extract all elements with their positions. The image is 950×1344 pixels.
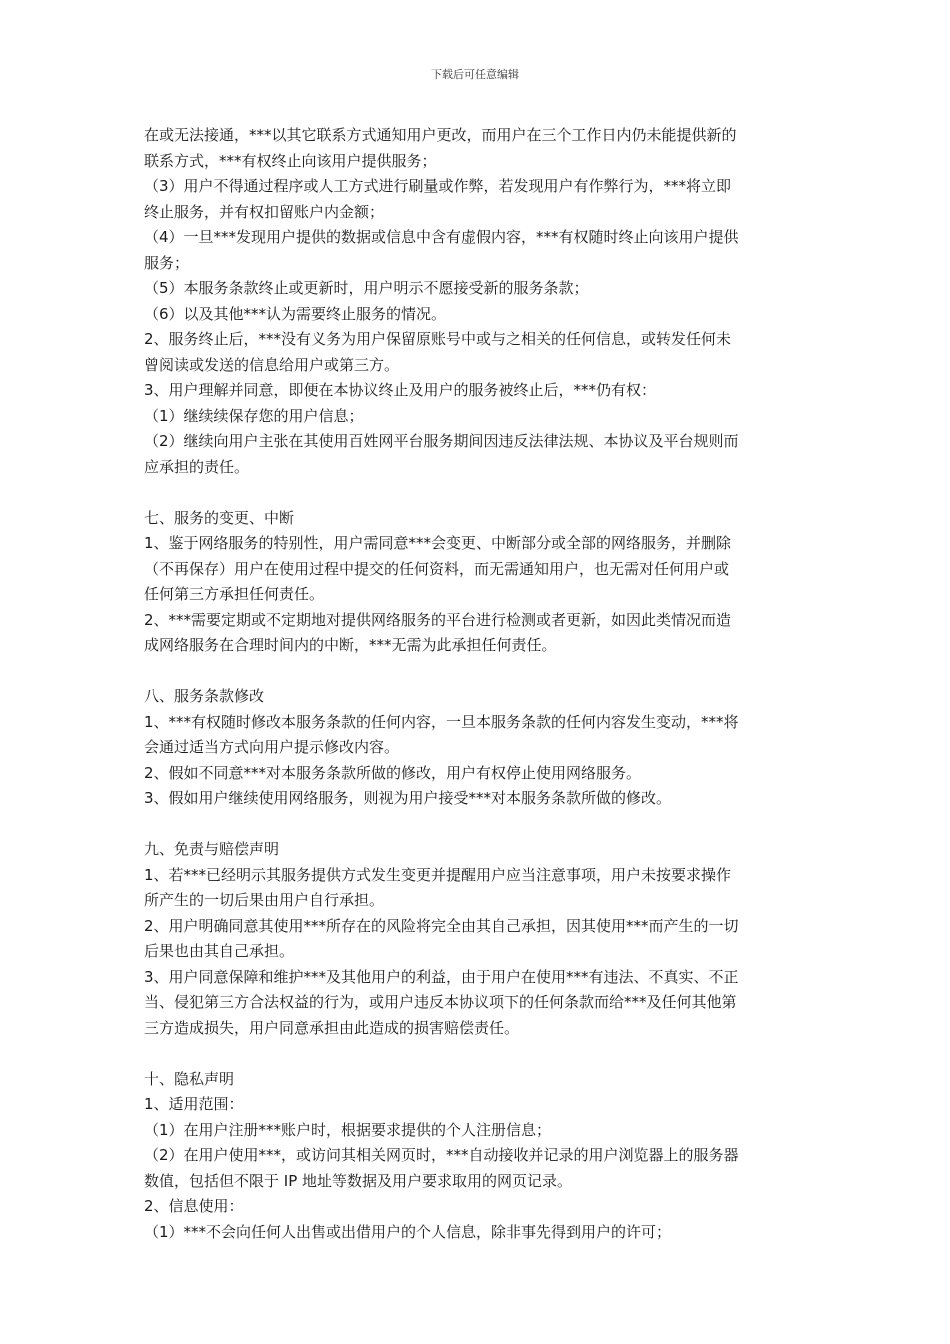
text-line: 数值，包括但不限于 IP 地址等数据及用户要求取用的网页记录。 xyxy=(144,1171,573,1190)
text-line: （2）在用户使用***，或访问其相关网页时，***自动接收并记录的用户浏览器上的服务器 xyxy=(144,1146,739,1164)
text-line: （6）以及其他***认为需要终止服务的情况。 xyxy=(144,304,447,323)
text-line: 会通过适当方式向用户提示修改内容。 xyxy=(144,738,400,756)
text-line: （4）一旦***发现用户提供的数据或信息中含有虚假内容，***有权随时终止向该用户提供 xyxy=(144,228,739,246)
text-line: 三方造成损失，用户同意承担由此造成的损害赔偿责任。 xyxy=(144,1018,520,1037)
text-line: 2、信息使用： xyxy=(144,1197,244,1215)
text-line: 联系方式，***有权终止向该用户提供服务； xyxy=(144,151,437,170)
text-line: 当、侵犯第三方合法权益的行为，或用户违反本协议项下的任何条款而给***及任何其他第 xyxy=(144,993,737,1011)
text-line: 1、适用范围： xyxy=(144,1095,244,1113)
text-line: 2、假如不同意***对本服务条款所做的修改，用户有权停止使用网络服务。 xyxy=(144,763,642,782)
blank-line xyxy=(144,1041,808,1067)
text-line: 七、服务的变更、中断 xyxy=(144,508,295,527)
text-line: （1）在用户注册***账户时，根据要求提供的个人注册信息； xyxy=(144,1120,552,1139)
text-line: 服务； xyxy=(144,253,190,272)
text-line: 2、用户明确同意其使用***所存在的风险将完全由其自己承担，因其使用***而产生的一切 xyxy=(144,916,739,935)
text-line: 1、若***已经明示其服务提供方式发生变更并提醒用户应当注意事项，用户未按要求操作 xyxy=(144,865,732,884)
text-line: 1、***有权随时修改本服务条款的任何内容，一旦本服务条款的任何内容发生变动，***将 xyxy=(144,712,739,731)
text-line: 3、假如用户继续使用网络服务，则视为用户接受***对本服务条款所做的修改。 xyxy=(144,789,672,807)
text-line: （2）继续向用户主张在其使用百姓网平台服务期间因违反法律法规、本协议及平台规则而 xyxy=(144,432,739,450)
blank-line xyxy=(144,480,808,506)
text-line: 在或无法接通，***以其它联系方式通知用户更改，而用户在三个工作日内仍未能提供新的 xyxy=(144,126,737,144)
text-line: （1）***不会向任何人出售或出借用户的个人信息，除非事先得到用户的许可； xyxy=(144,1222,672,1241)
text-line: 任何第三方承担任何责任。 xyxy=(144,585,325,603)
text-line: 所产生的一切后果由用户自行承担。 xyxy=(144,891,385,909)
document-body xyxy=(144,123,808,1245)
text-line: 2、服务终止后，***没有义务为用户保留原账号中或与之相关的任何信息，或转发任何未 xyxy=(144,330,732,348)
text-line: 后果也由其自己承担。 xyxy=(144,942,295,960)
text-line: 八、服务条款修改 xyxy=(144,687,265,705)
text-line: 九、免责与赔偿声明 xyxy=(144,840,280,858)
text-line: 终止服务，并有权扣留账户内金额； xyxy=(144,202,385,221)
text-line: 1、鉴于网络服务的特别性，用户需同意***会变更、中断部分或全部的网络服务，并删除 xyxy=(144,534,732,552)
text-line: 应承担的责任。 xyxy=(144,457,250,476)
text-line: 成网络服务在合理时间内的中断，***无需为此承担任何责任。 xyxy=(144,636,557,654)
text-line: 十、隐私声明 xyxy=(144,1069,235,1088)
text-line: （5）本服务条款终止或更新时，用户明示不愿接受新的服务条款； xyxy=(144,279,589,297)
text-line: 2、***需要定期或不定期地对提供网络服务的平台进行检测或者更新，如因此类情况而造 xyxy=(144,610,732,629)
text-line: 3、用户理解并同意，即便在本协议终止及用户的服务被终止后，***仍有权： xyxy=(144,381,657,399)
text-line: （不再保存）用户在使用过程中提交的任何资料，而无需通知用户，也无需对任何用户或 xyxy=(144,559,730,578)
text-line: 曾阅读或发送的信息给用户或第三方。 xyxy=(144,355,400,374)
text-line: 3、用户同意保障和维护***及其他用户的利益，由于用户在使用***有违法、不真实、不正 xyxy=(144,967,739,986)
text-line: （3）用户不得通过程序或人工方式进行刷量或作弊，若发现用户有作弊行为，***将立即 xyxy=(144,177,732,195)
blank-line xyxy=(144,659,808,685)
page-header: 下载后可任意编辑 xyxy=(431,68,519,81)
blank-line xyxy=(144,812,808,838)
text-line: （1）继续续保存您的用户信息； xyxy=(144,406,364,425)
